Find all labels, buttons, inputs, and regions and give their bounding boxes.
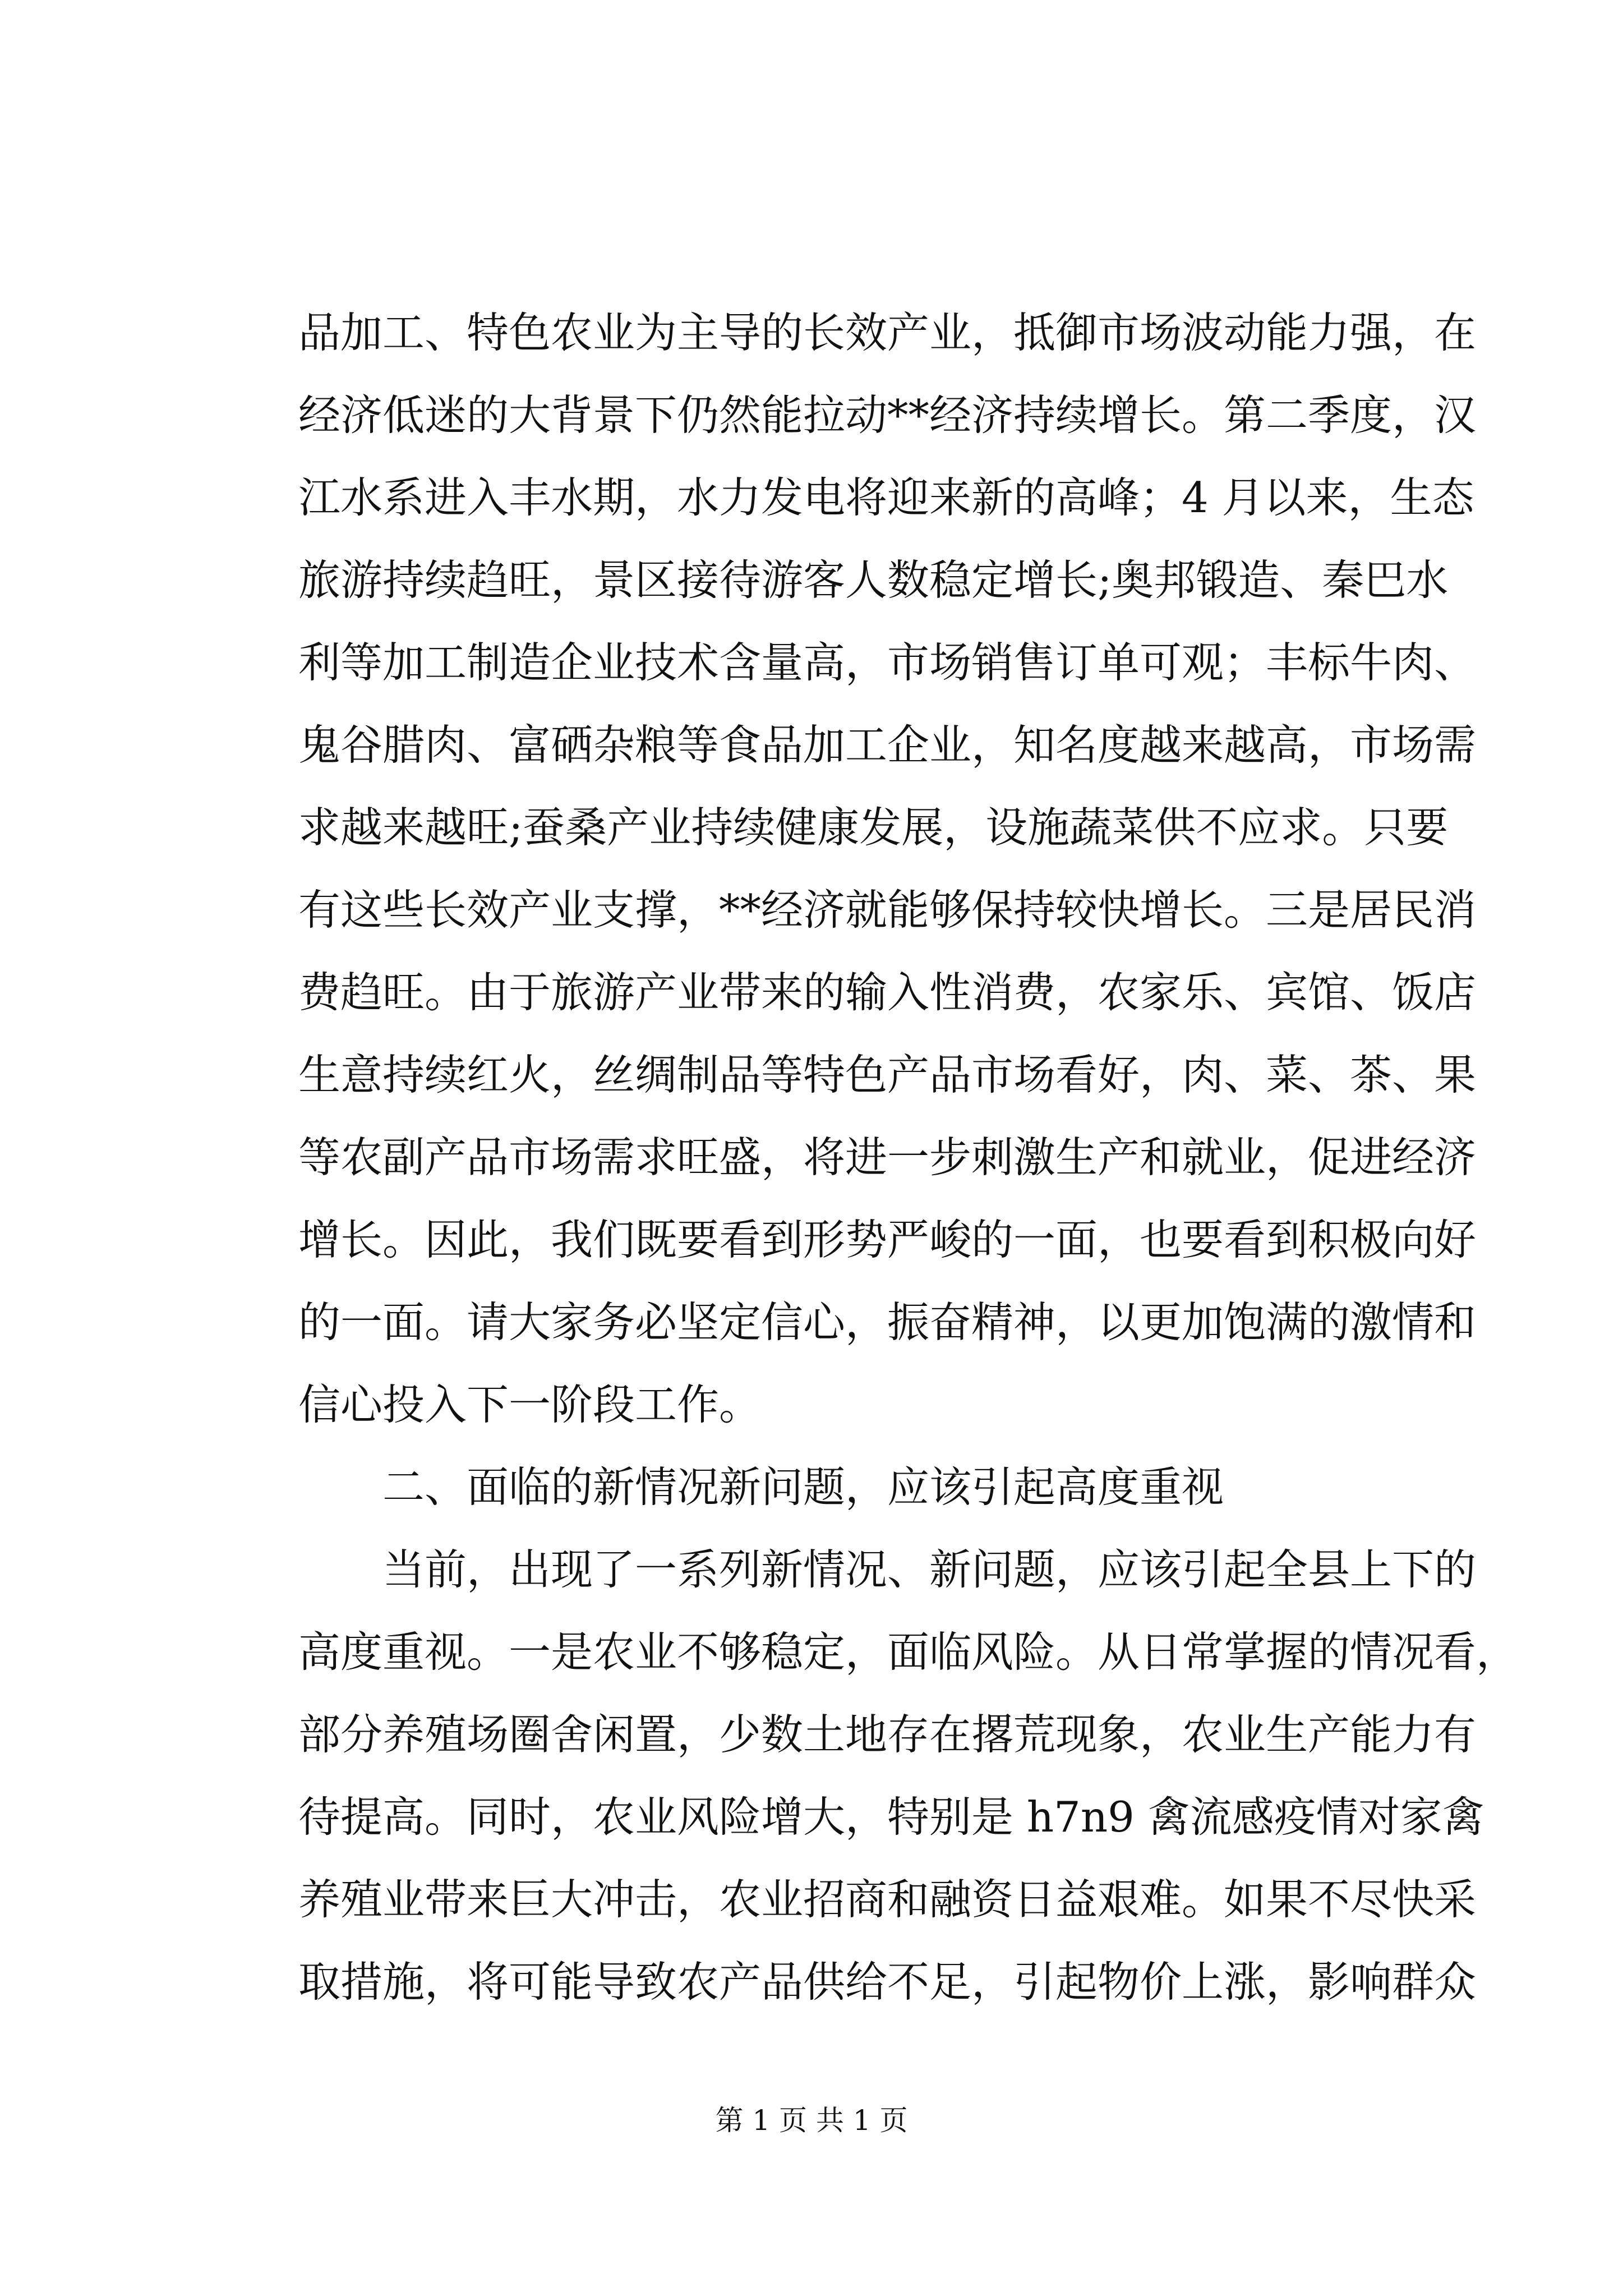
text-line: 待提高。同时，农业风险增大，特别是 h7n9 禽流感疫情对家禽 (298, 1792, 1484, 1842)
text-line: 求越来越旺;蚕桑产业持续健康发展，设施蔬菜供不应求。只要 (298, 803, 1449, 852)
page-number-footer: 第 1 页 共 1 页 (715, 2104, 908, 2137)
text-line: 旅游持续趋旺，景区接待游客人数稳定增长;奥邦锻造、秦巴水 (298, 555, 1449, 605)
text-line: 品加工、特色农业为主导的长效产业，抵御市场波动能力强，在 (298, 308, 1477, 357)
text-line: 鬼谷腊肉、富硒杂粮等食品加工企业，知名度越来越高，市场需 (298, 720, 1477, 770)
text-line: 江水系进入丰水期，水力发电将迎来新的高峰；4 月以来，生态 (298, 473, 1474, 522)
text-line: 增长。因此，我们既要看到形势严峻的一面，也要看到积极向好 (298, 1215, 1477, 1264)
text-line: 的一面。请大家务必坚定信心，振奋精神，以更加饱满的激情和 (298, 1297, 1477, 1347)
text-line: 费趋旺。由于旅游产业带来的输入性消费，农家乐、宾馆、饭店 (298, 968, 1477, 1017)
text-line: 当前，出现了一系列新情况、新问题，应该引起全县上下的 (382, 1545, 1477, 1594)
text-line: 取措施，将可能导致农产品供给不足，引起物价上涨，影响群众 (298, 1957, 1477, 2007)
text-line: 养殖业带来巨大冲击，农业招商和融资日益艰难。如果不尽快采 (298, 1875, 1477, 1924)
text-line: 部分养殖场圈舍闲置，少数土地存在撂荒现象，农业生产能力有 (298, 1710, 1477, 1759)
body-text (298, 292, 1519, 2023)
text-line: 有这些长效产业支撑，**经济就能够保持较快增长。三是居民消 (298, 885, 1477, 935)
text-line: 利等加工制造企业技术含量高，市场销售订单可观；丰标牛肉、 (298, 638, 1477, 687)
text-line: 信心投入下一阶段工作。 (298, 1380, 762, 1429)
text-line: 生意持续红火，丝绸制品等特色产品市场看好，肉、菜、茶、果 (298, 1050, 1477, 1099)
text-line: 经济低迷的大背景下仍然能拉动**经济持续增长。第二季度，汉 (298, 390, 1477, 440)
section-heading: 二、面临的新情况新问题，应该引起高度重视 (382, 1462, 1224, 1512)
text-line: 高度重视。一是农业不够稳定，面临风险。从日常掌握的情况看， (298, 1627, 1519, 1677)
text-line: 等农副产品市场需求旺盛，将进一步刺激生产和就业，促进经济 (298, 1133, 1477, 1182)
